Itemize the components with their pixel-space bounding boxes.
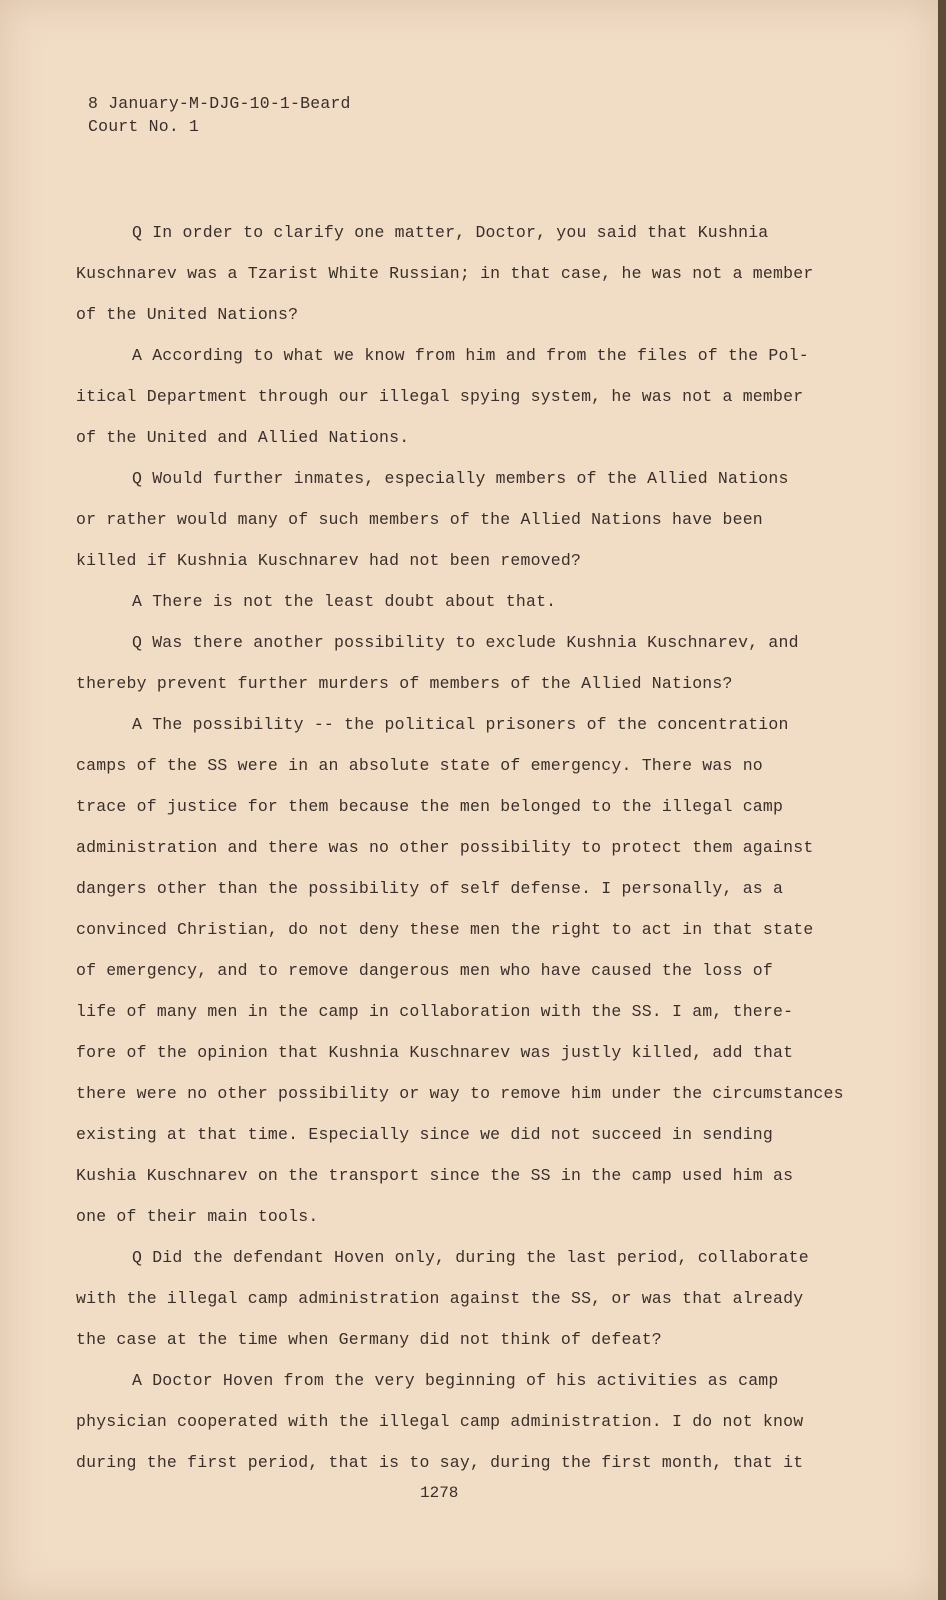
- text-line: killed if Kushnia Kuschnarev had not been removed?: [76, 551, 582, 570]
- text-line: dangers other than the possibility of self defense. I personally, as a: [76, 879, 784, 898]
- document-body: [76, 212, 866, 1483]
- text-line: of the United and Allied Nations.: [76, 428, 410, 447]
- header-line-1: 8 January-M-DJG-10-1-Beard: [88, 94, 351, 113]
- document-header: [88, 92, 351, 138]
- text-line: fore of the opinion that Kushnia Kuschnarev was justly killed, add that: [76, 1043, 794, 1062]
- text-line: Q Did the defendant Hoven only, during the last period, collaborate: [132, 1248, 809, 1267]
- text-line: convinced Christian, do not deny these men the right to act in that state: [76, 920, 814, 939]
- text-line: of emergency, and to remove dangerous men who have caused the loss of: [76, 961, 774, 980]
- page-edge: [938, 0, 946, 1600]
- text-line: one of their main tools.: [76, 1207, 319, 1226]
- text-line: Q Was there another possibility to exclude Kushnia Kuschnarev, and: [132, 633, 799, 652]
- text-line: of the United Nations?: [76, 305, 299, 324]
- text-line: there were no other possibility or way to remove him under the circumstances: [76, 1084, 844, 1103]
- text-line: camps of the SS were in an absolute state of emergency. There was no: [76, 756, 763, 775]
- text-line: life of many men in the camp in collaboration with the SS. I am, there-: [76, 1002, 794, 1021]
- text-line: trace of justice for them because the men belonged to the illegal camp: [76, 797, 784, 816]
- page-number: 1278: [420, 1484, 459, 1502]
- text-line: existing at that time. Especially since we did not succeed in sending: [76, 1125, 774, 1144]
- header-line-2: Court No. 1: [88, 117, 200, 136]
- text-line: Kuschnarev was a Tzarist White Russian; in that case, he was not a member: [76, 264, 814, 283]
- text-line: the case at the time when Germany did not think of defeat?: [76, 1330, 662, 1349]
- text-line: during the first period, that is to say, during the first month, that it: [76, 1453, 804, 1472]
- text-line: thereby prevent further murders of members of the Allied Nations?: [76, 674, 733, 693]
- text-line: physician cooperated with the illegal camp administration. I do not know: [76, 1412, 804, 1431]
- text-line: Q Would further inmates, especially members of the Allied Nations: [132, 469, 789, 488]
- text-line: administration and there was no other possibility to protect them against: [76, 838, 814, 857]
- text-line: A Doctor Hoven from the very beginning of his activities as camp: [132, 1371, 779, 1390]
- text-line: with the illegal camp administration against the SS, or was that already: [76, 1289, 804, 1308]
- text-line: Q In order to clarify one matter, Doctor, you said that Kushnia: [132, 223, 769, 242]
- text-line: A There is not the least doubt about that.: [132, 592, 557, 611]
- text-line: or rather would many of such members of the Allied Nations have been: [76, 510, 763, 529]
- text-line: itical Department through our illegal spying system, he was not a member: [76, 387, 804, 406]
- text-line: A According to what we know from him and from the files of the Pol-: [132, 346, 809, 365]
- text-line: Kushia Kuschnarev on the transport since the SS in the camp used him as: [76, 1166, 794, 1185]
- text-line: A The possibility -- the political prisoners of the concentration: [132, 715, 789, 734]
